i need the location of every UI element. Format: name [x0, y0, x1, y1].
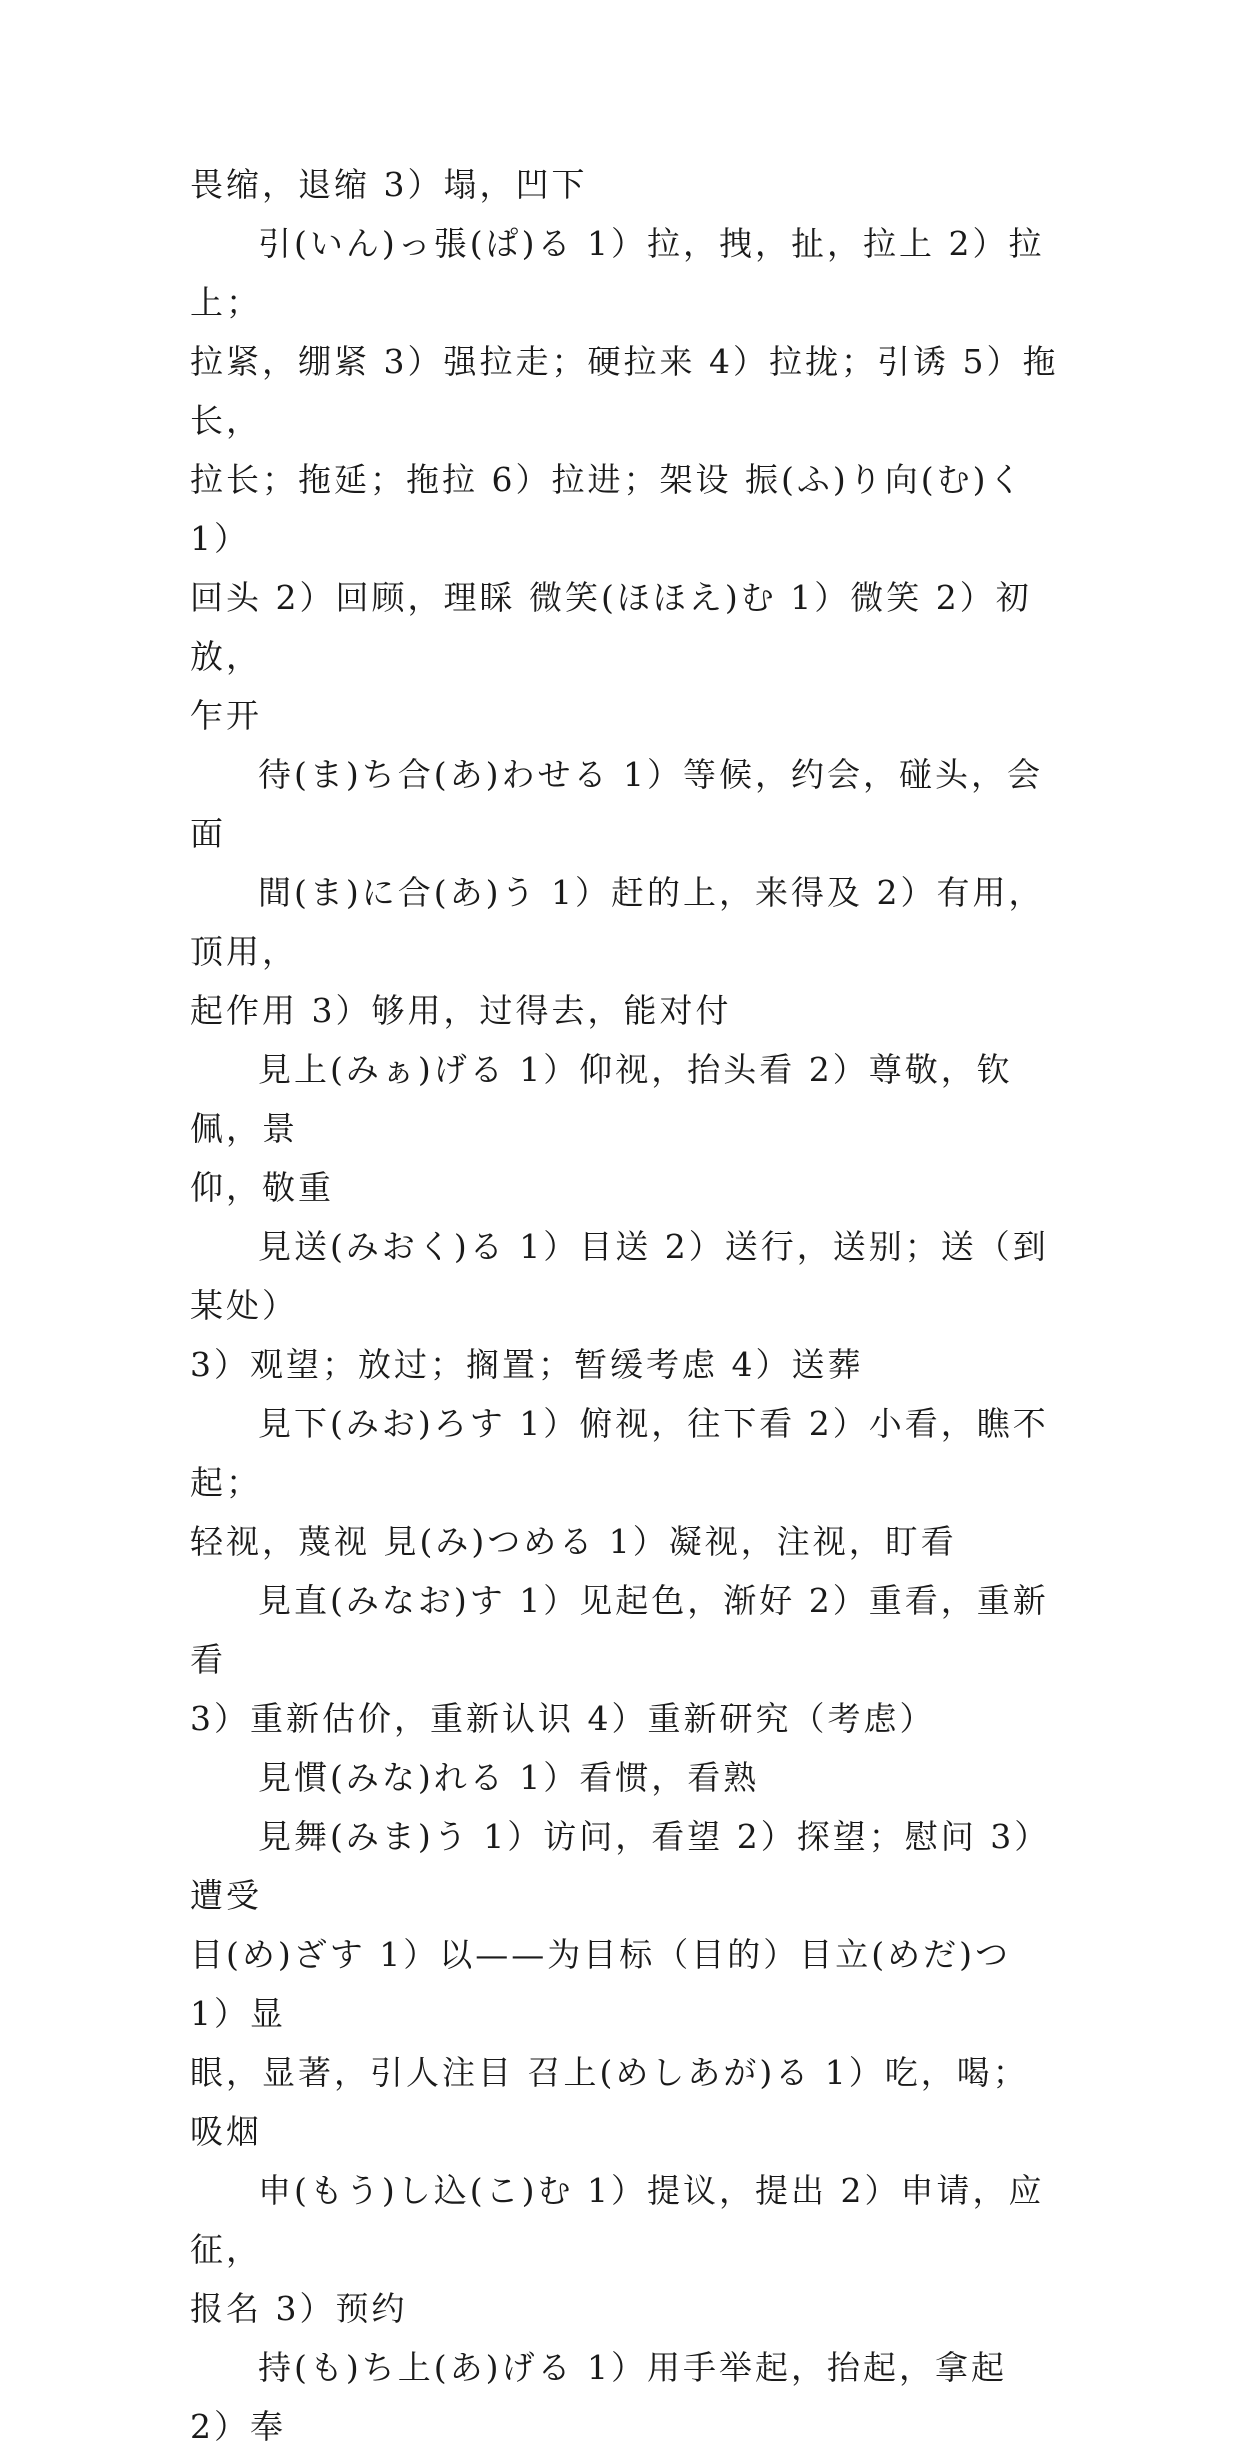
paragraph — [190, 1040, 1060, 1217]
text-line: 拉紧，绷紧 3）强拉走；硬拉来 4）拉拢；引诱 5）拖长， — [190, 342, 1059, 440]
paragraph — [190, 1807, 1060, 2161]
document-body — [190, 155, 1060, 2456]
paragraph — [190, 155, 1060, 214]
text-line: 見上(みぁ)げる 1）仰视，抬头看 2）尊敬，钦佩，景 — [190, 1050, 1013, 1148]
text-line: 待(ま)ち合(あ)わせる 1）等候，约会，碰头，会面 — [190, 755, 1043, 853]
paragraph — [190, 1571, 1060, 1748]
text-line: 申(もう)し込(こ)む 1）提议，提出 2）申请，应征， — [190, 2171, 1045, 2269]
paragraph — [190, 214, 1060, 745]
paragraph — [190, 2161, 1060, 2338]
text-line: 持(も)ち上(あ)げる 1）用手举起，抬起，拿起 2）奉 — [190, 2348, 1021, 2446]
text-line: 乍开 — [190, 696, 262, 735]
paragraph — [190, 863, 1060, 1040]
text-line: 目(め)ざす 1）以——为目标（目的）目立(めだ)つ 1）显 — [190, 1935, 1025, 2033]
text-line: 报名 3）预约 — [190, 2289, 408, 2328]
text-line: 眼，显著，引人注目 召上(めしあが)る 1）吃，喝；吸烟 — [190, 2053, 1029, 2151]
text-line: 間(ま)に合(あ)う 1）赶的上，来得及 2）有用，顶用， — [190, 873, 1045, 971]
text-line: 拉长；拖延；拖拉 6）拉进；架设 振(ふ)り向(む)く 1） — [190, 460, 1038, 558]
text-line: 3）重新估价，重新认识 4）重新研究（考虑） — [190, 1699, 936, 1738]
paragraph — [190, 1217, 1060, 1394]
paragraph — [190, 1748, 1060, 1807]
text-line: 起作用 3）够用，过得去，能对付 — [190, 991, 732, 1030]
text-line: 見慣(みな)れる 1）看惯，看熟 — [258, 1758, 760, 1797]
text-line: 仰，敬重 — [190, 1168, 334, 1207]
paragraph — [190, 745, 1060, 863]
paragraph — [190, 1394, 1060, 1571]
text-line: 引(いん)っ張(ぱ)る 1）拉，拽，扯，拉上 2）拉上； — [190, 224, 1045, 322]
paragraph — [190, 2338, 1060, 2456]
text-line: 回头 2）回顾，理睬 微笑(ほほえ)む 1）微笑 2）初放， — [190, 578, 1032, 676]
text-line: 見直(みなお)す 1）见起色，渐好 2）重看，重新看 — [190, 1581, 1049, 1679]
text-line: 3）观望；放过；搁置；暂缓考虑 4）送葬 — [190, 1345, 864, 1384]
text-line: 見舞(みま)う 1）访问，看望 2）探望；慰问 3）遭受 — [190, 1817, 1051, 1915]
text-line: 畏缩，退缩 3）塌，凹下 — [190, 165, 588, 204]
text-line: 轻视，蔑视 見(み)つめる 1）凝视，注视，盯看 — [190, 1522, 957, 1561]
text-line: 見送(みおく)る 1）目送 2）送行，送别；送（到某处） — [190, 1227, 1049, 1325]
text-line: 見下(みお)ろす 1）俯视，往下看 2）小看，瞧不起； — [190, 1404, 1049, 1502]
